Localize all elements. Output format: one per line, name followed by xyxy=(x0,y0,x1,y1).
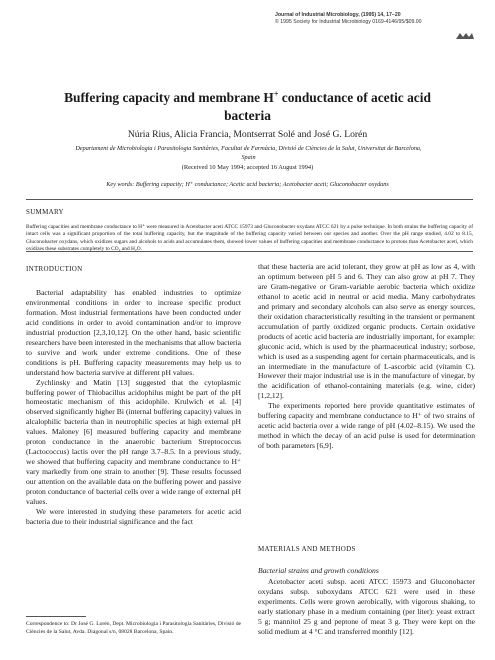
journal-copyright: © 1995 Society for Industrial Microbiology 0169-4146/95/$09.00 xyxy=(275,19,422,25)
title-line1: Buffering capacity and membrane H+ conductance of acetic acid xyxy=(64,90,431,106)
article-title xyxy=(40,86,455,125)
methods-column xyxy=(258,577,475,637)
intro-paragraph-2: Zychlinsky and Matin [13] suggested that the cytoplasmic buffering power of Thiobacillus acidophilus might be part of the pH homeostatic mechanism of this acidophile. Krulwich et al. [4] observed significantly higher Bi (internal buffering capacity) values in alcalophilic bacteria than in neutrophilic species at high external pH values. Maloney [6] measured buffering capacity and membrane proton conductance in the anaerobic bacterium Streptococcus (Lactococcus) lactis over the pH range 3.7–8.5. In a previous study, we showed that buffering capacity and membrane conductance to H⁺ vary markedly from one strain to another [9]. These results focussed our attention on the available data on the buffering power and passive proton conductance of bacterial cells over a wide range of external pH values. xyxy=(26,377,241,507)
title-line2: bacteria xyxy=(224,108,271,124)
left-column xyxy=(26,288,241,527)
right-paragraph-2: The experiments reported here provide quantitative estimates of buffering capacity and membrane conductance to H⁺ of two strains of acetic acid bacteria over a wide range of pH (4.02–8.15). We used the method in which the decay of an acid pulse is used for determination of both parameters [6,9]. xyxy=(258,401,475,451)
right-column xyxy=(258,262,475,451)
keywords: Key words: Buffering capacity; H⁺ conductance; Acetic acid bacteria; Acetobacter aceti; Gluconobacter oxydans xyxy=(106,181,389,188)
intro-paragraph-3: We were interested in studying these parameters for acetic acid bacteria due to their industrial significance and the fact xyxy=(26,506,241,526)
correspondence-footnote: Correspondence to: Dr José G. Lorén, Dept. Microbiologia i Parasitologia Sanitàries, Divisió de Ciències de la Salut, Avda. Diagonal s/n, 08028 Barcelona, Spain. xyxy=(26,621,242,635)
summary-heading: SUMMARY xyxy=(26,208,64,216)
journal-header xyxy=(275,12,465,26)
journal-citation: Journal of Industrial Microbiology, (1995) 14, 17–20 xyxy=(275,12,401,18)
footnote-divider xyxy=(26,616,86,617)
methods-heading: MATERIALS AND METHODS xyxy=(258,545,356,553)
right-paragraph-1: that these bacteria are acid tolerant, they grow at pH as low as 4, with an optimum between pH 5 and 6. They can also grow at pH 7. They are Gram-negative or Gram-variable aerobic bacteria which oxidize ethanol to acetic acid in neutral or acid media. Many carbohydrates and primary and secondary alcohols can also serve as energy sources, their oxidation characteristically resulting in the transient or permanent accumulation of partly oxidized organic products. Certain oxidative products of acetic acid bacteria are industrially important, for example: gluconic acid, which is used by the pharmaceutical industry; sorbose, which is used as a suspending agent for certain pharmaceuticals, and is an intermediate in the manufacture of L-ascorbic acid (vitamin C). However their major industrial use is in the manufacture of vinegar, by the acidification of ethanol-containing materials (e.g. wine, cider) [1,2,12]. xyxy=(258,262,475,401)
methods-paragraph: Acetobacter aceti subsp. aceti ATCC 15973 and Gluconobacter oxydans subsp. suboxydans ATCC 621 were used in these experiments. Cells were grown aerobically, with vigorous shaking, to early stationary phase in a medium containing (per liter): yeast extract 5 g; mannitol 25 g and peptone of meat 3 g. They were kept on the solid medium at 4 °C and transferred monthly [12]. xyxy=(258,577,475,636)
methods-subheading: Bacterial strains and growth conditions xyxy=(258,566,379,575)
intro-paragraph-1: Bacterial adaptability has enabled industries to optimize environmental conditions in order to increase specific product formation. Most industrial fermentations have been conducted under acid conditions in order to avoid contamination and/or to improve industrial production [2,3,10,12]. On the other hand, basic scientific researchers have been interested in the mechanisms that allow bacteria to survive and work under extreme conditions. One of these conditions is pH. Buffering capacity measurements may help us to understand how bacteria survive at different pH values. xyxy=(26,288,241,377)
publisher-logo-icon xyxy=(455,31,475,41)
affiliation: Departament de Microbiologia i Parasitologia Sanitàries, Facultat de Farmàcia, Divisió de Ciències de la Salut, Universitat de Barcelona, Spain xyxy=(75,145,422,161)
summary-text: Buffering capacities and membrane conductance to H⁺ were measured in Acetobacter aceti ATCC 15973 and Gluconobacter oxydans ATCC 621 by a pulse technique. In both strains the buffering capacity of intact cells was a significant proportion of the total buffering capacity, but the magnitude of the buffering capacity varied between our species and another. Over the pH range studied, 4.02 to 8.15, Gluconobacter oxydans, which oxidizes sugars and alcohols to acids and accumulates them, showed lower values of buffering capacities and membrane conductance to protons than Acetobacter aceti, which oxidizes these substrates completely to CO₂ and H₂O. xyxy=(26,224,473,252)
divider-top xyxy=(26,199,473,200)
received-dates: (Received 10 May 1994; accepted 16 August 1994) xyxy=(181,164,314,171)
author-list: Núria Rius, Alicia Francia, Montserrat Solé and José G. Lorén xyxy=(127,129,368,140)
introduction-heading: INTRODUCTION xyxy=(26,265,83,273)
divider-bottom xyxy=(26,251,473,252)
